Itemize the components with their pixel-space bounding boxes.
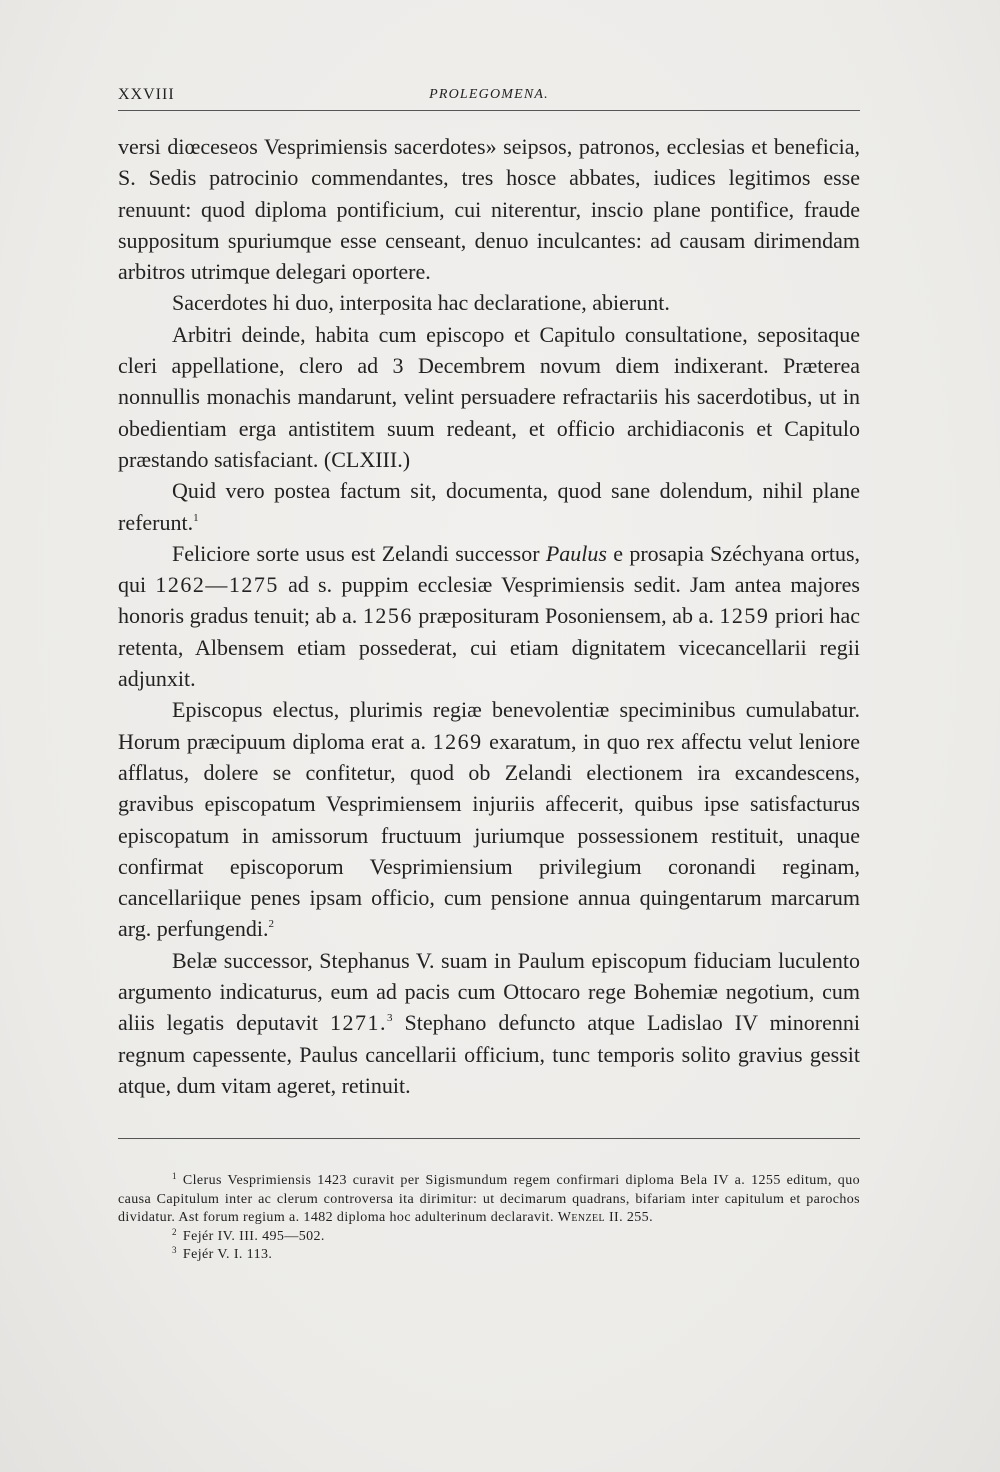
text-run: ad s. puppim ecclesiæ Vesprimiensis sedit. Jam antea majores honoris gradus tenuit; ab a. xyxy=(118,572,860,629)
footnote-ref-3: 3 xyxy=(386,1012,393,1025)
paragraph-1: versi diœceseos Vesprimiensis sacerdotes» seipsos, patronos, ecclesias et beneficia, S. Sedis patrocinio commendantes, tres hosce abbates, iudices legitimos esse renuunt: quod diploma pontificium, cui niterentur, inscio plane pontifice, fraude suppositum spuriumque esse censeant, denuo inculcantes: ad causam dirimendam arbitros utrimque delegari oportere. xyxy=(118,134,860,285)
paragraph-4 xyxy=(118,475,860,538)
text-run: Feliciore sorte usus est Zelandi successor xyxy=(172,540,546,566)
paragraph-3: Arbitri deinde, habita cum episcopo et Capitulo consultatione, sepositaque cleri appellatione, clero ad 3 Decembrem novum diem indixerant. Præterea nonnullis monachis mandarunt, velint persuadere refractariis his sacerdotibus, ut in obedientiam erga antistitem suum redeant, et officio archidiaconis et Capitulo præstando satisfaciant. (CLXIII.) xyxy=(118,321,860,472)
footnote-ref-2: 2 xyxy=(268,918,274,931)
year-range: 1262—1275 xyxy=(155,572,279,598)
footnote-text: Fejér V. I. 113. xyxy=(182,1247,273,1262)
year: 1259 xyxy=(719,603,770,629)
footnote-3 xyxy=(118,1246,860,1265)
footnote-1 xyxy=(118,1172,860,1228)
text-run: præposituram Posoniensem, ab a. xyxy=(412,603,720,629)
year: 1256 xyxy=(362,603,413,629)
year: 1271. xyxy=(329,1010,387,1036)
year: 1269 xyxy=(432,728,483,754)
text-run: priori hac retenta, Albensem etiam possederat, cui etiam dignitatem vicecancellarii regii adjunxit. xyxy=(118,603,861,692)
footnote-marker: 2 xyxy=(172,1226,177,1237)
footnotes xyxy=(118,1172,860,1265)
footnote-text: Clerus Vesprimiensis 1423 curavit per Sigismundum regem confirmari diploma Bela IV a. 1255 editum, quo causa Capitulum inter ac clerum controversa ita dirimitur: ut decimarum quadrans, bifariam inter capitulum et parochos dividatur. Ast forum regium a. 1482 diploma hoc adulterinum declaravit. xyxy=(118,1173,860,1225)
text-run: Stephano defuncto atque Ladislao IV minorenni regnum capessente, Paulus cancellarii officium, tunc temporis solito gravius gessit atque, dum vitam ageret, retinuit. xyxy=(118,1010,860,1098)
footnote-text: II. 255. xyxy=(605,1210,653,1225)
paragraph-7 xyxy=(118,945,860,1101)
person-name-paulus: Paulus xyxy=(545,540,607,566)
footnote-marker: 3 xyxy=(172,1245,177,1255)
paragraph-6 xyxy=(118,694,860,944)
text-run: exaratum, in quo rex affectu velut leniore afflatus, dolere se confitetur, quod ob Zelandi electionem ira excandescens, gravibus episcopatum Vesprimiensem injuriis affecerit, quibus ipse satisfacturus episcopatum in amissorum fructuum juriumque possessionem restituit, unaque confirmat episcoporum Vesprimiensium privilegium coronandi reginam, cancellariique penes ipsam officio, cum pensione annua quingentarum marcarum arg. perfungendi. xyxy=(118,728,860,942)
text-run: e prosapia Széchyana ortus, qui xyxy=(118,540,861,598)
running-head xyxy=(118,86,860,111)
footnote-ref-1: 1 xyxy=(193,511,199,524)
text-run: Episcopus electus, plurimis regiæ benevolentiæ speciminibus cumulabatur. Horum præcipuum diploma erat a. xyxy=(118,697,860,754)
footnote-text: Fejér IV. III. 495—502. xyxy=(182,1228,325,1244)
main-text xyxy=(118,131,860,1101)
paragraph-4-text: Quid vero postea factum sit, documenta, quod sane dolendum, nihil plane referunt. xyxy=(118,478,860,535)
footnote-2 xyxy=(118,1228,860,1247)
paragraph-2: Sacerdotes hi duo, interposita hac declaratione, abierunt. xyxy=(172,290,670,316)
page-number: XXVIII xyxy=(118,86,175,103)
footnote-author: Wenzel xyxy=(557,1210,606,1225)
footnote-marker: 1 xyxy=(172,1171,177,1181)
paragraph-5 xyxy=(118,538,860,694)
footnote-divider xyxy=(118,1138,860,1139)
text-run: Belæ successor, Stephanus V. suam in Paulum episcopum fiduciam luculento argumento indicaturus, eum ad pacis cum Ottocaro rege Bohemiæ negotium, cum aliis legatis deputavit xyxy=(118,947,860,1036)
running-title: PROLEGOMENA. xyxy=(429,87,549,102)
